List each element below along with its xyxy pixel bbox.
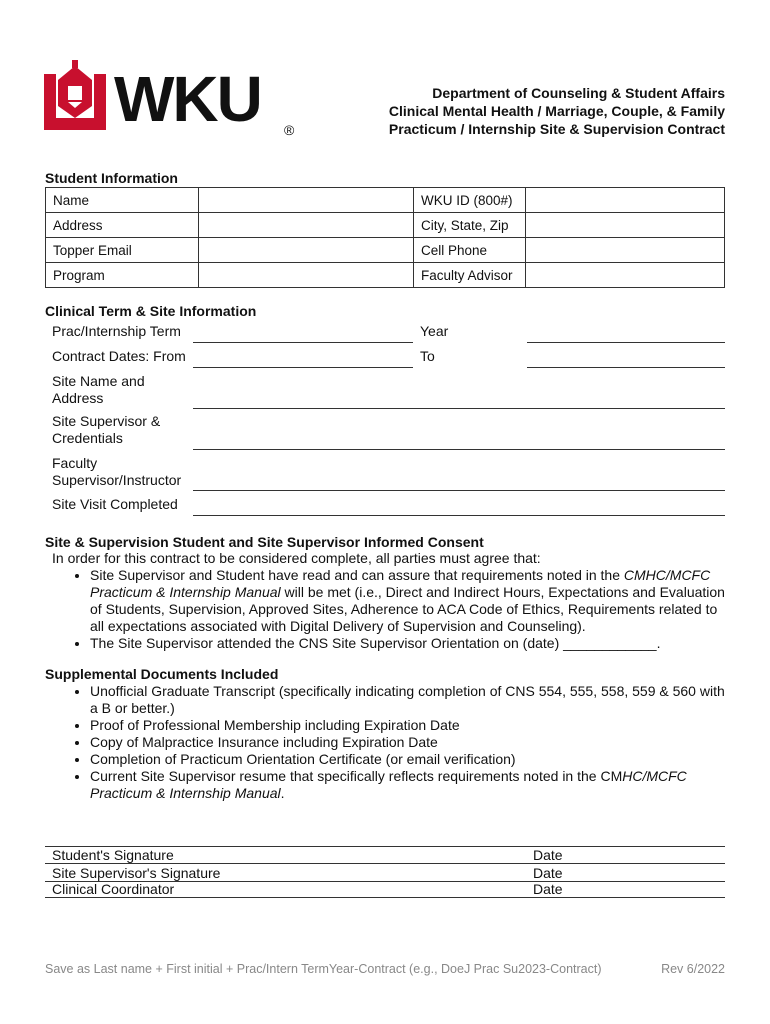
list-item: • Current Site Supervisor resume that specifically reflects requirements noted in the CMHC/MCFC Practicum & Internship Manual. [90,768,730,802]
list-item: • The Site Supervisor attended the CNS Site Supervisor Orientation on (date) ____________. [90,635,730,652]
student-date-label: Date [533,847,563,863]
year-label: Year [420,323,449,339]
city-state-zip-label: City, State, Zip [414,213,526,238]
name-field[interactable] [199,188,414,213]
student-info-title: Student Information [45,170,178,186]
cell-phone-label: Cell Phone [414,238,526,263]
list-item: • Completion of Practicum Orientation Certificate (or email verification) [90,751,730,768]
table-row [46,238,725,263]
header-program: Clinical Mental Health / Marriage, Couple, & Family [388,103,725,119]
manual-title: HC/MCFC Practicum & Internship Manual [90,768,687,801]
coordinator-signature-label: Clinical Coordinator [52,881,175,897]
consent-title: Site & Supervision Student and Site Supervisor Informed Consent [45,534,484,550]
faculty-advisor-field[interactable] [526,263,725,288]
list-item: • Site Supervisor and Student have read and can assure that requirements noted in the CMHC/MCFC Practicum & Internship Manual will be met (i.e., Direct and Indirect Hours, Expectations and Evaluation of Students, Supervision, Approved Sites, Adherence to ACA Code of Ethics, Requirements related to all expectations associated with Digital Delivery of Supervision and Counseling). [90,567,730,635]
header-contract-title: Practicum / Internship Site & Supervision Contract [388,121,725,137]
footer-save-note: Save as Last name + First initial + Prac/Intern TermYear-Contract (e.g., DoeJ Prac Su2023-Contract) [45,962,602,976]
contract-from-field[interactable] [193,367,413,368]
site-name-label [52,373,145,407]
term-label: Prac/Internship Term [52,323,181,339]
wku-logo [44,60,300,142]
registered-mark: ® [284,122,295,138]
faculty-supervisor-label [52,455,181,489]
site-supervisor-label [52,413,160,447]
consent-intro: In order for this contract to be considered complete, all parties must agree that: [52,550,541,566]
cell-phone-field[interactable] [526,238,725,263]
footer-revision: Rev 6/2022 [661,962,725,976]
topper-email-field[interactable] [199,238,414,263]
supplemental-list [62,683,730,802]
topper-email-label: Topper Email [46,238,199,263]
address-field[interactable] [199,213,414,238]
table-row [46,263,725,288]
wku-id-label: WKU ID (800#) [414,188,526,213]
table-row [46,188,725,213]
faculty-advisor-label: Faculty Advisor [414,263,526,288]
table-row [46,213,725,238]
coordinator-signature-field[interactable] [45,897,725,898]
consent-list [62,567,730,652]
program-field[interactable] [199,263,414,288]
supplemental-title: Supplemental Documents Included [45,666,279,682]
site-visit-field[interactable] [193,515,725,516]
name-label: Name [46,188,199,213]
site-name-field[interactable] [193,408,725,409]
site-supervisor-label-line2: Credentials [52,430,123,446]
wku-id-field[interactable] [526,188,725,213]
student-info-table [45,187,725,288]
student-signature-label: Student's Signature [52,847,174,863]
coordinator-date-label: Date [533,881,563,897]
contract-to-field[interactable] [527,367,725,368]
manual-title: CMHC/MCFC Practicum & Internship Manual [90,567,711,600]
year-field[interactable] [527,342,725,343]
list-item: • Proof of Professional Membership including Expiration Date [90,717,730,734]
supervisor-date-label: Date [533,865,563,881]
site-name-label-line2: Address [52,390,104,406]
faculty-supervisor-label-line1: Faculty [52,455,98,471]
program-label: Program [46,263,199,288]
site-name-label-line1: Site Name and [52,373,145,389]
list-item: • Copy of Malpractice Insurance including Expiration Date [90,734,730,751]
supervisor-signature-label: Site Supervisor's Signature [52,865,221,881]
list-item: • Unofficial Graduate Transcript (specifically indicating completion of CNS 554, 555, 558, 559 & 560 with a B or better.) [90,683,730,717]
address-label: Address [46,213,199,238]
city-state-zip-field[interactable] [526,213,725,238]
document-header [389,84,725,138]
site-supervisor-label-line1: Site Supervisor & [52,413,161,429]
wku-wordmark: WKU [114,63,261,135]
faculty-supervisor-label-line2: Supervisor/Instructor [52,472,182,488]
contract-to-label: To [420,348,435,364]
term-field[interactable] [193,342,413,343]
student-signature-field[interactable] [45,863,725,864]
clinical-info-title: Clinical Term & Site Information [45,303,257,319]
contract-from-label: Contract Dates: From [52,348,186,364]
header-department: Department of Counseling & Student Affairs [432,85,725,101]
faculty-supervisor-field[interactable] [193,490,725,491]
site-supervisor-field[interactable] [193,449,725,450]
site-visit-label: Site Visit Completed [52,496,178,512]
